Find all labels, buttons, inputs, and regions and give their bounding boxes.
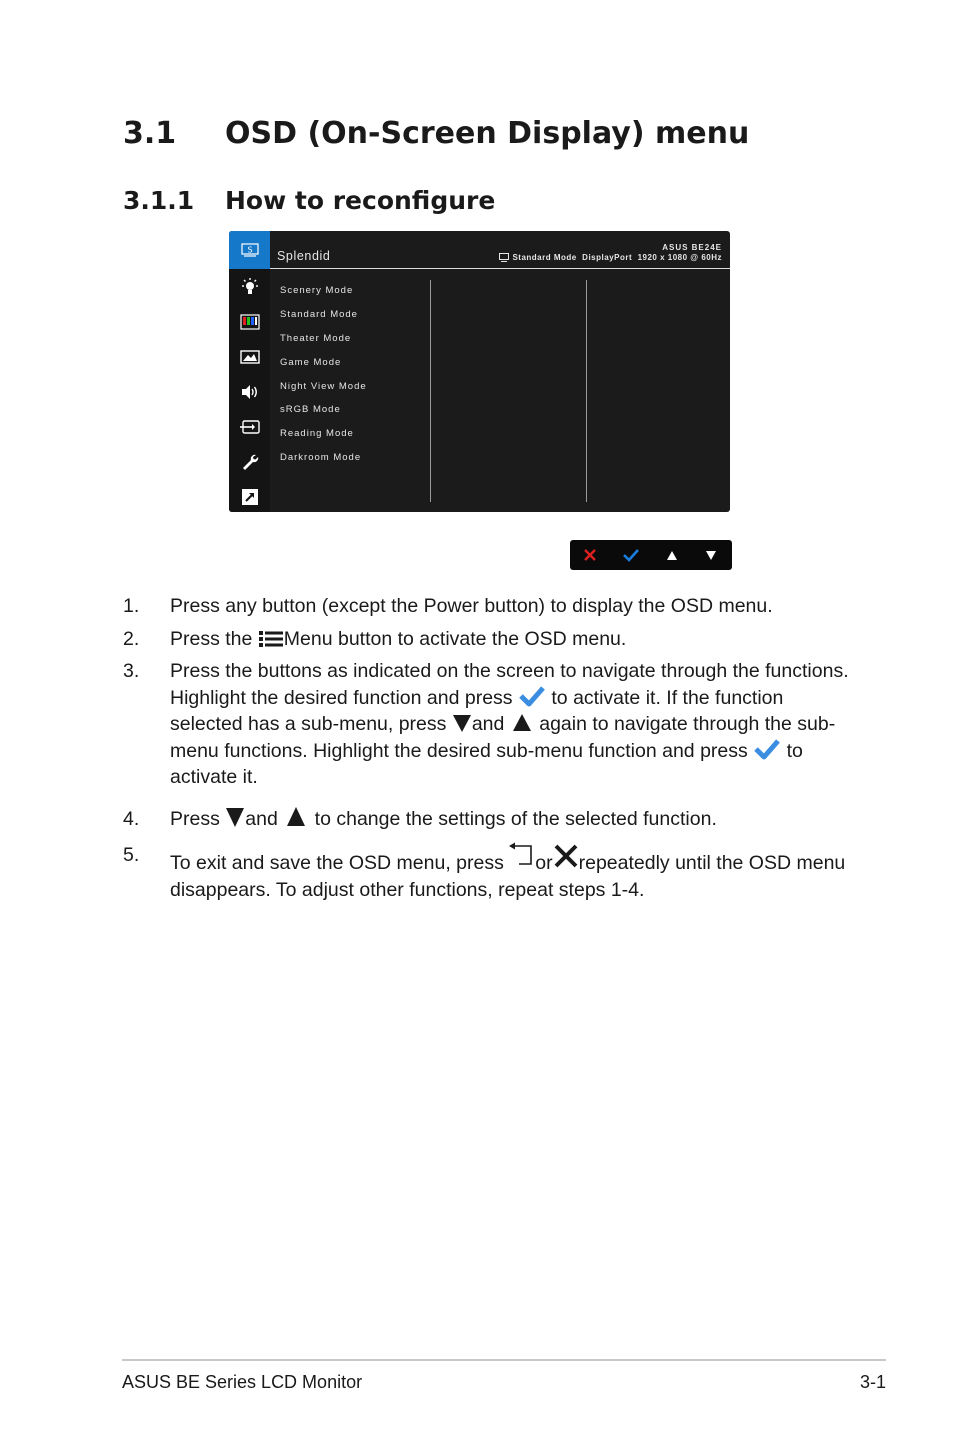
check-icon [611, 540, 651, 570]
osd-model-name: ASUS BE24E [662, 243, 722, 252]
triangle-down-icon [452, 713, 472, 733]
triangle-up-icon [652, 540, 692, 570]
step-4 [123, 806, 853, 833]
osd-column-divider [586, 280, 587, 502]
check-icon [753, 738, 781, 760]
osd-control-bar [570, 540, 732, 570]
step-text: again to navigate through the sub-menu functions. Highlight the desired sub-menu function and press [170, 713, 836, 762]
step-text: and [245, 807, 278, 830]
step-text: Press the [170, 627, 253, 650]
step-number: 5. [123, 844, 140, 866]
step-text: Press [170, 807, 220, 830]
osd-mode-list [280, 281, 367, 472]
subsection-heading [123, 186, 495, 215]
wrench-icon [229, 444, 270, 479]
speaker-icon [229, 374, 270, 409]
check-icon [518, 685, 546, 707]
image-icon [229, 339, 270, 374]
subsection-title: How to reconfigure [225, 186, 496, 215]
step-text: to activate it. [170, 739, 803, 788]
osd-mode-item: Theater Mode [280, 332, 352, 344]
step-text: repeatedly until the OSD menu disappears. To adjust other functions, repeat steps 1-4. [170, 852, 846, 901]
step-2 [123, 626, 853, 653]
input-icon [229, 409, 270, 444]
section-title: OSD (On-Screen Display) menu [225, 116, 750, 151]
footer-title: ASUS BE Series LCD Monitor [122, 1372, 363, 1392]
osd-mode-item: Standard Mode [280, 308, 358, 320]
section-number: 3.1 [123, 116, 177, 151]
bulb-icon [229, 269, 270, 304]
return-icon [509, 842, 535, 868]
triangle-up-icon [510, 713, 534, 733]
close-icon [570, 540, 610, 570]
close-icon [553, 843, 579, 869]
step-text: to change the settings of the selected function. [314, 807, 717, 830]
section-heading [123, 116, 749, 151]
osd-menu-illustration [229, 231, 730, 512]
splendid-icon [229, 231, 270, 269]
osd-column-divider [430, 280, 431, 502]
triangle-down-icon [691, 540, 731, 570]
osd-mode-item: Darkroom Mode [280, 452, 362, 464]
step-text: to activate it. If the function selected has a sub-menu, press [170, 686, 784, 735]
step-text: Press the buttons as indicated on the screen to navigate through the functions. Highlight the desired function and press [170, 660, 849, 709]
step-number: 4. [123, 807, 140, 830]
instruction-steps [123, 593, 853, 903]
monitor-icon [499, 253, 509, 262]
step-1 [123, 593, 853, 620]
osd-mode-item: Game Mode [280, 356, 342, 368]
osd-title: Splendid [277, 249, 331, 263]
step-number: 3. [123, 660, 140, 682]
step-text: Press any button (except the Power button) to display the OSD menu. [170, 595, 773, 617]
osd-mode-item: sRGB Mode [280, 404, 341, 416]
step-text: Menu button to activate the OSD menu. [283, 627, 627, 650]
step-3 [123, 658, 853, 791]
color-bars-icon [229, 304, 270, 339]
footer-divider [122, 1359, 886, 1361]
triangle-down-icon [225, 806, 245, 828]
osd-sidebar [229, 231, 270, 512]
shortcut-icon [229, 479, 270, 512]
subsection-number: 3.1.1 [123, 186, 195, 215]
step-number: 2. [123, 627, 140, 650]
step-5 [123, 842, 853, 903]
step-text: To exit and save the OSD menu, press [170, 852, 504, 874]
osd-header [270, 231, 730, 269]
step-number: 1. [123, 595, 140, 617]
triangle-up-icon [283, 806, 309, 828]
svg-text:S: S [246, 245, 253, 255]
page-number: 3-1 [859, 1372, 886, 1392]
osd-mode-item: Night View Mode [280, 380, 367, 392]
osd-mode-item: Reading Mode [280, 428, 354, 440]
menu-list-icon [258, 630, 284, 648]
osd-mode-item: Scenery Mode [280, 285, 354, 296]
step-text: and [471, 713, 505, 735]
osd-status-text: Standard Mode DisplayPort 1920 x 1080 @ 60Hz [512, 253, 722, 262]
step-text: or [535, 852, 553, 874]
osd-status-bar [499, 253, 722, 262]
